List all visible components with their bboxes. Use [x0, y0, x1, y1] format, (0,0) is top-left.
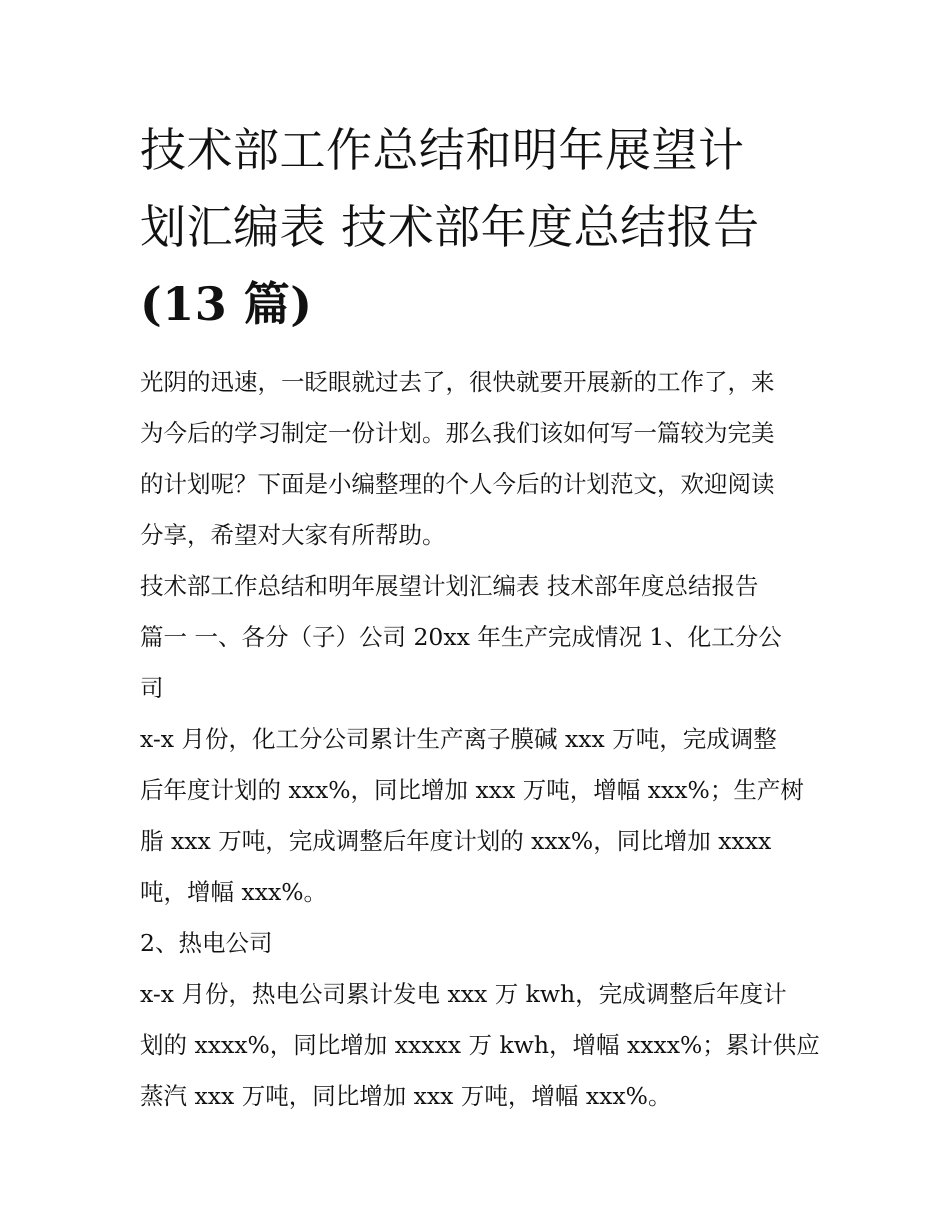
- text-line: 脂 xxx 万吨，完成调整后年度计划的 xxx%，同比增加 xxxx: [140, 827, 772, 855]
- text-line: 为今后的学习制定一份计划。那么我们该如何写一篇较为完美: [140, 419, 775, 447]
- text-line: 光阴的迅速，一眨眼就过去了，很快就要开展新的工作了，来: [140, 368, 775, 396]
- text-line: 司: [140, 674, 164, 702]
- text-line: 技术部工作总结和明年展望计划汇编表 技术部年度总结报告: [140, 572, 759, 600]
- text-line: x-x 月份，热电公司累计发电 xxx 万 kwh，完成调整后年度计: [140, 980, 787, 1008]
- title-line-2: 划汇编表 技术部年度总结报告: [140, 200, 760, 254]
- text-line: 篇一 一、各分（子）公司 20xx 年生产完成情况 1、化工分公: [140, 623, 782, 651]
- paragraph-section-1-heading: [140, 561, 815, 714]
- text-line: 分享，希望对大家有所帮助。: [140, 521, 446, 549]
- paragraph-thermal-power: [140, 969, 820, 1122]
- paragraph-thermal-heading: [140, 918, 815, 969]
- title-line-1: 技术部工作总结和明年展望计: [140, 123, 745, 177]
- text-line: 划的 xxxx%，同比增加 xxxxx 万 kwh，增幅 xxxx%；累计供应: [140, 1031, 820, 1059]
- text-line: 吨，增幅 xxx%。: [140, 878, 328, 906]
- text-line: 后年度计划的 xxx%，同比增加 xxx 万吨，增幅 xxx%；生产树: [140, 776, 804, 804]
- paragraph-intro: [140, 357, 815, 561]
- document-title: [140, 112, 815, 343]
- text-line: 2、热电公司: [140, 929, 273, 957]
- document-page: [140, 112, 820, 1122]
- paragraph-chemical-branch: [140, 714, 815, 918]
- title-line-3: (13 篇): [140, 277, 313, 331]
- document-body: [140, 357, 820, 1122]
- text-line: x-x 月份，化工分公司累计生产离子膜碱 xxx 万吨，完成调整: [140, 725, 777, 753]
- text-line: 蒸汽 xxx 万吨，同比增加 xxx 万吨，增幅 xxx%。: [140, 1082, 672, 1110]
- text-line: 的计划呢？下面是小编整理的个人今后的计划范文，欢迎阅读: [140, 470, 775, 498]
